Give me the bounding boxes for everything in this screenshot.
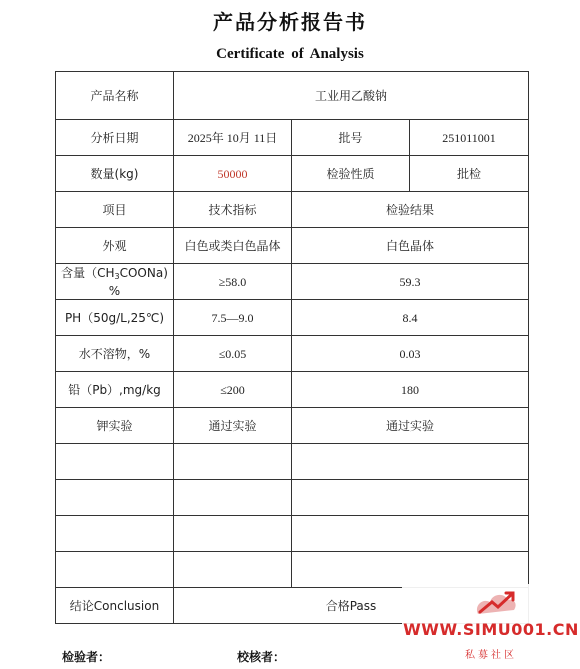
- row-item: 铅（Pb）,mg/kg: [56, 372, 174, 408]
- table-row-empty: [56, 552, 529, 588]
- empty-cell: [292, 444, 529, 480]
- batch-value: 251011001: [410, 120, 529, 156]
- row-spec: ≤200: [174, 372, 292, 408]
- empty-cell: [292, 480, 529, 516]
- empty-cell: [174, 552, 292, 588]
- table-row-empty: [56, 444, 529, 480]
- document-subtitle: Certificate of Analysis: [216, 46, 364, 62]
- row-spec: ≥58.0: [174, 264, 292, 300]
- nature-label: 检验性质: [292, 156, 410, 192]
- table-row: [56, 372, 529, 408]
- table-row: [56, 228, 529, 264]
- row-item: [56, 264, 174, 300]
- product-label: 产品名称: [56, 72, 174, 120]
- row-item-text: COONa): [119, 265, 168, 280]
- row-spec: ≤0.05: [174, 336, 292, 372]
- row-item: 水不溶物，%: [56, 336, 174, 372]
- batch-label: 批号: [292, 120, 410, 156]
- header-item: 项目: [56, 192, 174, 228]
- row-item: PH（50g/L,25℃): [56, 300, 174, 336]
- table-row: [56, 408, 529, 444]
- empty-cell: [56, 552, 174, 588]
- row-spec: 通过实验: [174, 408, 292, 444]
- date-value: 2025年 10月 11日: [174, 120, 292, 156]
- table-header-row: [56, 192, 529, 228]
- row-result: 通过实验: [292, 408, 529, 444]
- row-spec: 白色或类白色晶体: [174, 228, 292, 264]
- empty-cell: [56, 444, 174, 480]
- table-row-quantity: [56, 156, 529, 192]
- product-value: 工业用乙酸钠: [174, 72, 529, 120]
- header-spec: 技术指标: [174, 192, 292, 228]
- watermark: [402, 584, 580, 669]
- watermark-subtext: 私募社区: [465, 650, 517, 661]
- empty-cell: [174, 516, 292, 552]
- empty-cell: [292, 516, 529, 552]
- table-row: [56, 336, 529, 372]
- date-label: 分析日期: [56, 120, 174, 156]
- reviewer-label: 校核者：: [237, 650, 286, 664]
- document-title: 产品分析报告书: [213, 10, 367, 34]
- empty-cell: [174, 444, 292, 480]
- watermark-text: WWW.SIMU001.CN: [403, 620, 579, 639]
- table-row-empty: [56, 516, 529, 552]
- conclusion-value: 合格Pass: [174, 588, 529, 624]
- row-item-subscript: 3: [114, 271, 120, 281]
- row-result: 180: [292, 372, 529, 408]
- header-result: 检验结果: [292, 192, 529, 228]
- empty-cell: [56, 516, 174, 552]
- row-item-text: 含量（CH: [61, 265, 115, 280]
- empty-cell: [174, 480, 292, 516]
- row-item: 外观: [56, 228, 174, 264]
- table-row: [56, 300, 529, 336]
- empty-cell: [292, 552, 529, 588]
- row-spec: 7.5—9.0: [174, 300, 292, 336]
- quantity-value: 50000: [174, 156, 292, 192]
- row-result: 59.3: [292, 264, 529, 300]
- table-row-empty: [56, 480, 529, 516]
- row-result: 0.03: [292, 336, 529, 372]
- table-row-date: [56, 120, 529, 156]
- analysis-table: [55, 71, 529, 624]
- row-item-unit: %: [108, 283, 121, 298]
- row-result: 白色晶体: [292, 228, 529, 264]
- row-result: 8.4: [292, 300, 529, 336]
- conclusion-label: 结论Conclusion: [56, 588, 174, 624]
- quantity-label: 数量(kg): [56, 156, 174, 192]
- watermark-logo-icon: [472, 588, 520, 620]
- inspector-label: 检验者：: [62, 650, 111, 664]
- table-row: [56, 264, 529, 300]
- nature-value: 批检: [410, 156, 529, 192]
- row-item: 钾实验: [56, 408, 174, 444]
- table-row-product: [56, 72, 529, 120]
- empty-cell: [56, 480, 174, 516]
